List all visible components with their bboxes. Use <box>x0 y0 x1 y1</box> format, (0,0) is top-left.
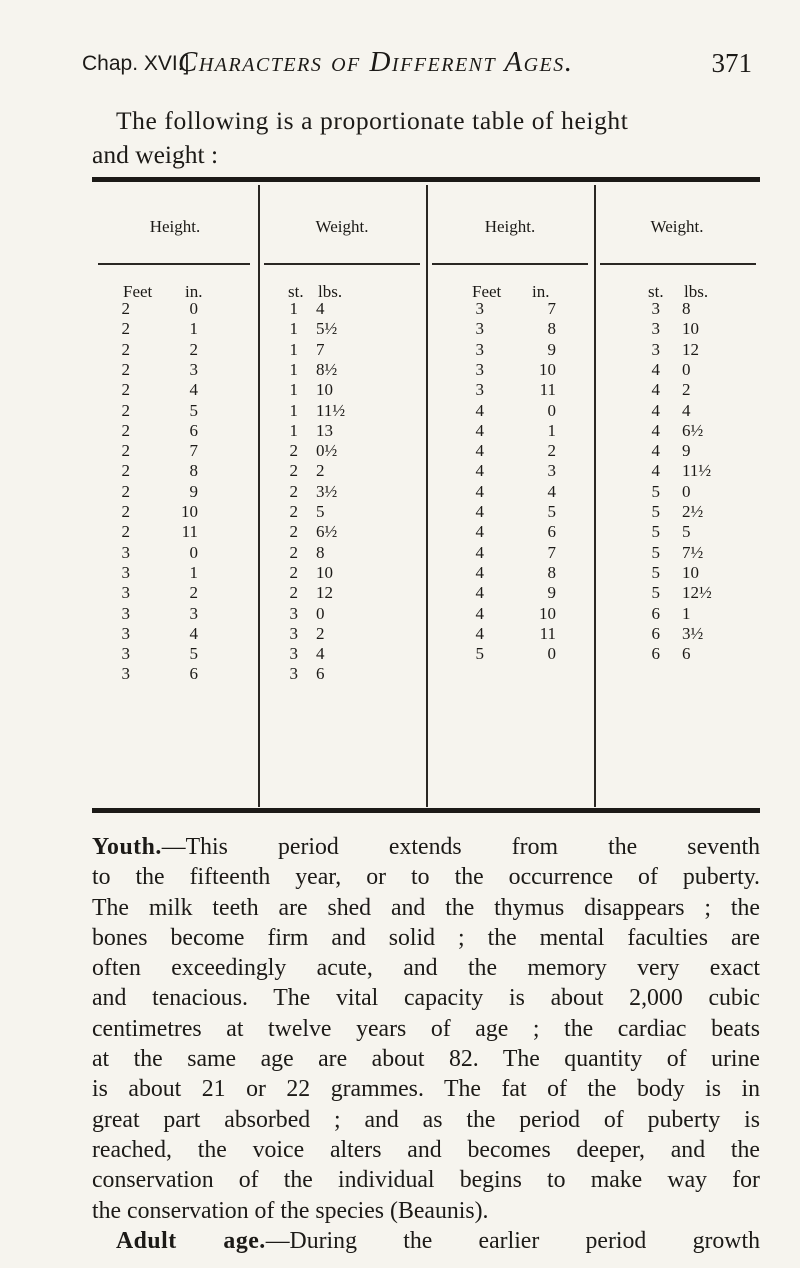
stones-cell: 2 <box>289 461 298 481</box>
chapter-label: Chap. XVI.] <box>82 52 190 75</box>
pounds-cell: 10 <box>316 562 333 582</box>
pounds-cell: 3½ <box>316 481 338 501</box>
stones-cell: 2 <box>289 502 298 521</box>
feet-cell: 4 <box>475 522 484 542</box>
column-header-height: Height. <box>484 217 536 236</box>
pounds-cell: 12 <box>682 339 699 359</box>
line-text: often exceedingly acute, and the memory very exact <box>92 955 760 982</box>
stones-cell: 4 <box>651 400 660 420</box>
pounds-cell: 2 <box>682 380 691 400</box>
inches-cell: 0 <box>189 542 198 562</box>
inches-cell: 10 <box>181 502 198 521</box>
feet-cell: 3 <box>121 623 130 643</box>
pounds-cell: 9 <box>682 441 691 461</box>
text-line <box>92 1165 760 1195</box>
inches-cell: 10 <box>539 359 556 379</box>
text-line <box>92 862 760 892</box>
inches-cell: 0 <box>189 299 198 318</box>
inches-cell: 5 <box>189 400 198 420</box>
text-line <box>92 1105 760 1135</box>
text-line <box>92 1074 760 1104</box>
inches-cell: 0 <box>547 644 556 664</box>
inches-cell: 11 <box>181 522 198 542</box>
feet-cell: 3 <box>475 339 484 359</box>
feet-cell: 3 <box>475 380 484 400</box>
feet-cell: 2 <box>121 420 130 440</box>
stones-cell: 1 <box>289 299 298 318</box>
feet-cell: 4 <box>475 400 484 420</box>
pounds-cell: 10 <box>682 319 699 339</box>
inches-cell: 11 <box>539 380 556 400</box>
pounds-cell: 8½ <box>316 359 338 379</box>
line-text: the conservation of the species (Beaunis). <box>92 1197 489 1224</box>
pounds-cell: 0 <box>682 481 691 501</box>
inches-cell: 10 <box>539 603 556 623</box>
feet-cell: 2 <box>121 461 130 481</box>
line-text: conservation of the individual begins to make way for <box>92 1167 760 1194</box>
header-rule <box>264 263 420 265</box>
stones-cell: 6 <box>651 603 660 623</box>
line-text: is about 21 or 22 grammes. The fat of the body is in <box>92 1076 760 1103</box>
feet-cell: 4 <box>475 441 484 461</box>
inches-cell: 9 <box>547 339 556 359</box>
feet-cell: 2 <box>121 481 130 501</box>
subheader-stones: st. <box>288 282 304 301</box>
pounds-cell: 10 <box>316 380 333 400</box>
feet-cell: 5 <box>475 644 484 664</box>
subheader-feet: Feet <box>123 282 153 301</box>
subheader-inches: in. <box>532 282 550 301</box>
feet-cell: 2 <box>121 299 130 318</box>
stones-cell: 1 <box>289 400 298 420</box>
pounds-cell: 7½ <box>682 542 704 562</box>
feet-cell: 3 <box>475 359 484 379</box>
feet-cell: 2 <box>121 380 130 400</box>
stones-cell: 3 <box>289 623 298 643</box>
line-text: bones become firm and solid ; the mental faculties are <box>92 924 760 951</box>
line-text: reached, the voice alters and becomes deeper, and the <box>92 1136 760 1163</box>
feet-cell: 2 <box>121 359 130 379</box>
inches-cell: 2 <box>189 339 198 359</box>
pounds-cell: 5 <box>682 522 691 542</box>
inches-cell: 5 <box>189 644 198 664</box>
stones-cell: 2 <box>289 441 298 461</box>
pounds-cell: 10 <box>682 562 699 582</box>
inches-cell: 9 <box>189 481 198 501</box>
intro-line: The following is a proportionate table of height <box>116 106 629 135</box>
stones-cell: 2 <box>289 583 298 603</box>
inches-cell: 1 <box>547 420 556 440</box>
inches-cell: 3 <box>547 461 556 481</box>
line-text: —This period extends from the seventh <box>161 834 760 860</box>
stones-cell: 1 <box>289 319 298 339</box>
line-text: to the fifteenth year, or to the occurrence of puberty. <box>92 864 760 891</box>
feet-cell: 4 <box>475 583 484 603</box>
line-text: The milk teeth are shed and the thymus disappears ; the <box>92 894 760 921</box>
inches-cell: 11 <box>539 623 556 643</box>
feet-cell: 4 <box>475 542 484 562</box>
text-line <box>92 832 760 862</box>
stones-cell: 5 <box>651 583 660 603</box>
pounds-cell: 0 <box>682 359 691 379</box>
stones-cell: 3 <box>651 339 660 359</box>
feet-cell: 4 <box>475 461 484 481</box>
stones-cell: 2 <box>289 481 298 501</box>
feet-cell: 3 <box>475 319 484 339</box>
column-header-weight: Weight. <box>650 217 704 236</box>
inches-cell: 1 <box>189 319 198 339</box>
stones-cell: 6 <box>651 644 660 664</box>
feet-cell: 2 <box>121 400 130 420</box>
stones-cell: 4 <box>651 380 660 400</box>
stones-cell: 4 <box>651 461 660 481</box>
inches-cell: 8 <box>189 461 198 481</box>
line-text: great part absorbed ; and as the period of puberty is <box>92 1106 760 1133</box>
pounds-cell: 0½ <box>316 441 338 461</box>
running-head <box>82 42 752 82</box>
column-divider <box>426 185 428 807</box>
pounds-cell: 6½ <box>682 420 704 440</box>
column-divider <box>594 185 596 807</box>
subheader-pounds: lbs. <box>684 282 709 301</box>
stones-cell: 1 <box>289 339 298 359</box>
header-rule <box>432 263 588 265</box>
inches-cell: 6 <box>189 420 198 440</box>
inches-cell: 7 <box>547 299 556 318</box>
text-line <box>92 893 760 923</box>
pounds-cell: 2 <box>316 461 325 481</box>
stones-cell: 2 <box>289 522 298 542</box>
stones-cell: 2 <box>289 542 298 562</box>
inches-cell: 6 <box>189 664 198 684</box>
pounds-cell: 5 <box>316 502 325 521</box>
stones-cell: 6 <box>651 623 660 643</box>
pounds-cell: 11½ <box>682 461 712 481</box>
stones-cell: 4 <box>651 441 660 461</box>
feet-cell: 3 <box>475 299 484 318</box>
stones-cell: 5 <box>651 562 660 582</box>
pounds-cell: 0 <box>316 603 325 623</box>
line-text: at the same age are about 82. The quantity of urine <box>92 1046 760 1073</box>
pounds-cell: 4 <box>682 400 691 420</box>
inches-cell: 6 <box>547 522 556 542</box>
feet-cell: 4 <box>475 502 484 521</box>
stones-cell: 3 <box>289 664 298 684</box>
feet-cell: 3 <box>121 644 130 664</box>
chapter-title: Characters of Different Ages. <box>178 46 574 78</box>
text-line <box>92 983 760 1013</box>
inches-cell: 0 <box>547 400 556 420</box>
pounds-cell: 13 <box>316 420 333 440</box>
pounds-cell: 1 <box>682 603 691 623</box>
column-header-height: Height. <box>149 217 201 236</box>
text-line <box>92 953 760 983</box>
inches-cell: 2 <box>547 441 556 461</box>
pounds-cell: 4 <box>316 299 325 318</box>
inches-cell: 3 <box>189 603 198 623</box>
body-paragraphs <box>92 832 760 1256</box>
text-line <box>92 1135 760 1165</box>
feet-cell: 4 <box>475 603 484 623</box>
feet-cell: 3 <box>121 583 130 603</box>
stones-cell: 3 <box>651 319 660 339</box>
feet-cell: 4 <box>475 562 484 582</box>
section-lead: Youth. <box>92 834 162 860</box>
subheader-inches: in. <box>185 282 203 301</box>
pounds-cell: 2 <box>316 623 325 643</box>
feet-cell: 4 <box>475 623 484 643</box>
stones-cell: 5 <box>651 522 660 542</box>
inches-cell: 7 <box>189 441 198 461</box>
column-header-weight: Weight. <box>315 217 369 236</box>
intro-paragraph <box>92 104 752 172</box>
inches-cell: 3 <box>189 359 198 379</box>
stones-cell: 3 <box>289 603 298 623</box>
page-number: 371 <box>711 48 752 78</box>
feet-cell: 3 <box>121 562 130 582</box>
stones-cell: 5 <box>651 481 660 501</box>
header-rule <box>98 263 250 265</box>
pounds-cell: 5½ <box>316 319 338 339</box>
subheader-pounds: lbs. <box>318 282 343 301</box>
feet-cell: 2 <box>121 522 130 542</box>
inches-cell: 9 <box>547 583 556 603</box>
inches-cell: 4 <box>189 623 198 643</box>
feet-cell: 2 <box>121 339 130 359</box>
height-weight-table <box>92 177 760 813</box>
feet-cell: 3 <box>121 542 130 562</box>
inches-cell: 8 <box>547 562 556 582</box>
inches-cell: 4 <box>189 380 198 400</box>
stones-cell: 1 <box>289 420 298 440</box>
inches-cell: 2 <box>189 583 198 603</box>
table-bottom-rule <box>92 808 760 813</box>
column-divider <box>258 185 260 807</box>
pounds-cell: 12 <box>316 583 333 603</box>
inches-cell: 1 <box>189 562 198 582</box>
intro-line: and weight : <box>92 140 219 169</box>
stones-cell: 5 <box>651 502 660 521</box>
subheader-feet: Feet <box>472 282 502 301</box>
pounds-cell: 4 <box>316 644 325 664</box>
stones-cell: 3 <box>651 299 660 318</box>
feet-cell: 3 <box>121 664 130 684</box>
feet-cell: 4 <box>475 481 484 501</box>
pounds-cell: 6 <box>682 644 691 664</box>
section-lead: Adult age. <box>116 1227 266 1254</box>
inches-cell: 8 <box>547 319 556 339</box>
line-text: centimetres at twelve years of age ; the cardiac beats <box>92 1015 760 1042</box>
pounds-cell: 6½ <box>316 522 338 542</box>
feet-cell: 3 <box>121 603 130 623</box>
text-line <box>92 1196 760 1226</box>
text-line <box>92 1226 760 1256</box>
pounds-cell: 6 <box>316 664 325 684</box>
header-rule <box>600 263 756 265</box>
feet-cell: 2 <box>121 502 130 521</box>
text-line <box>92 1044 760 1074</box>
inches-cell: 5 <box>547 502 556 521</box>
text-line <box>92 1014 760 1044</box>
stones-cell: 4 <box>651 420 660 440</box>
line-text: —During the earlier period growth <box>265 1227 760 1254</box>
stones-cell: 5 <box>651 542 660 562</box>
pounds-cell: 11½ <box>316 400 346 420</box>
stones-cell: 1 <box>289 380 298 400</box>
subheader-stones: st. <box>648 282 664 301</box>
stones-cell: 1 <box>289 359 298 379</box>
line-text: and tenacious. The vital capacity is about 2,000 cubic <box>92 985 760 1012</box>
feet-cell: 4 <box>475 420 484 440</box>
feet-cell: 2 <box>121 319 130 339</box>
inches-cell: 4 <box>547 481 556 501</box>
table-top-rule <box>92 177 760 182</box>
feet-cell: 2 <box>121 441 130 461</box>
pounds-cell: 7 <box>316 339 325 359</box>
stones-cell: 3 <box>289 644 298 664</box>
pounds-cell: 8 <box>682 299 691 318</box>
stones-cell: 4 <box>651 359 660 379</box>
pounds-cell: 2½ <box>682 502 704 521</box>
stones-cell: 2 <box>289 562 298 582</box>
text-line <box>92 923 760 953</box>
pounds-cell: 8 <box>316 542 325 562</box>
inches-cell: 7 <box>547 542 556 562</box>
pounds-cell: 3½ <box>682 623 704 643</box>
pounds-cell: 12½ <box>682 583 712 603</box>
